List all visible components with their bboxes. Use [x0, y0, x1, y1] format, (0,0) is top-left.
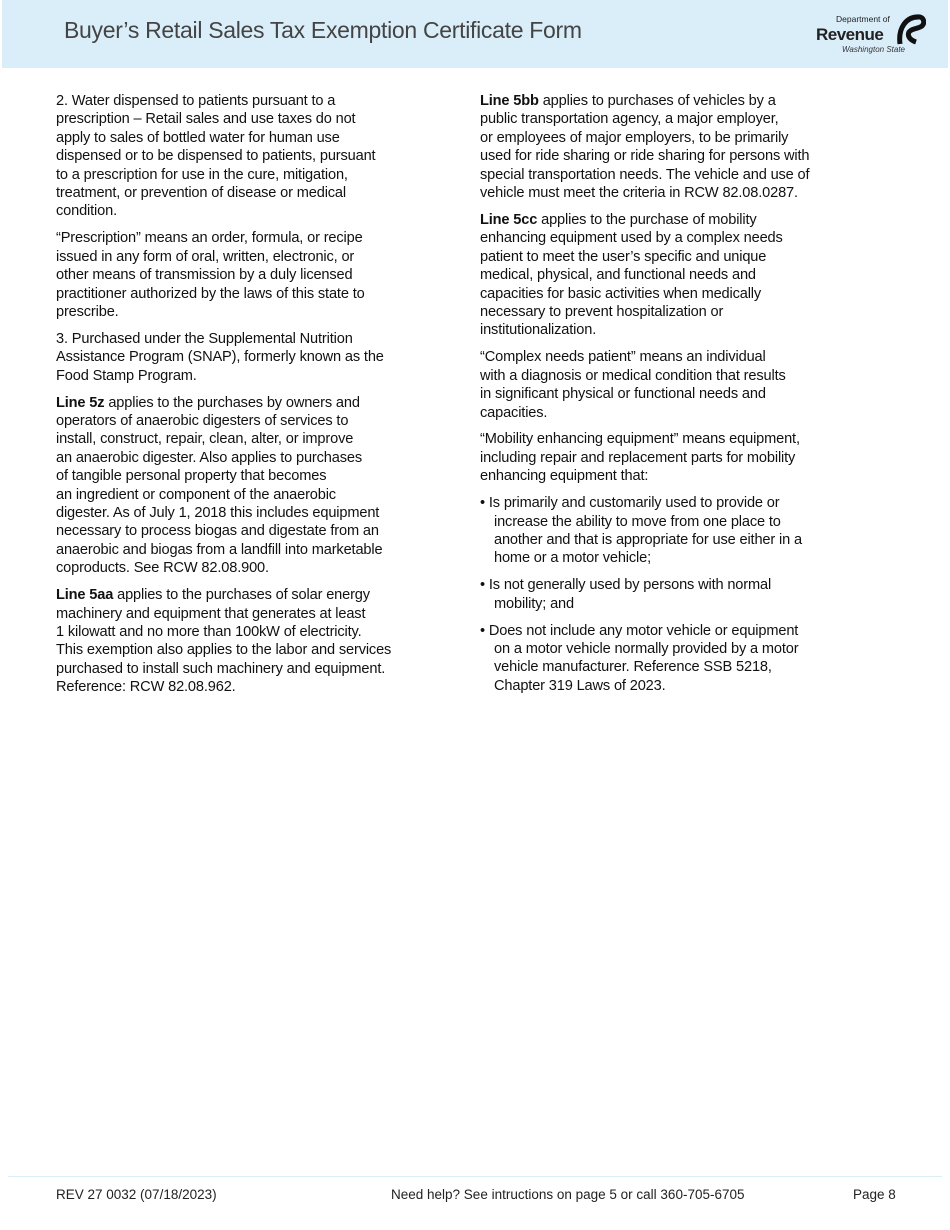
paragraph: 2. Water dispensed to patients pursuant to a prescription – Retail sales and use taxes do not apply to sales of bottled water for human use dispensed or to be dispensed to patients, pursuant to a prescription for use in the cure, mitigation, treatment, or prevention of disease or medical condition.	[56, 93, 376, 220]
form-title: Buyer’s Retail Sales Tax Exemption Certificate Form	[64, 17, 582, 43]
paragraph: “Mobility enhancing equipment” means equipment, including repair and replacement parts for mobility enhancing equipment that:	[480, 431, 800, 485]
logo-mark-icon	[896, 14, 926, 46]
line-label: Line 5cc	[480, 211, 538, 228]
paragraph: “Complex needs patient” means an individual with a diagnosis or medical condition that results in significant physical or functional needs and capacities.	[480, 349, 786, 421]
page-number: Page 8	[853, 1187, 896, 1202]
line-label: Line 5aa	[56, 587, 114, 604]
bullet-item: • Is primarily and customarily used to provide or increase the ability to move from one place to another and that is appropriate for use either in a home or a motor vehicle;	[480, 495, 802, 567]
bullet-item: • Is not generally used by persons with normal mobility; and	[480, 577, 772, 612]
logo-text: Department of	[836, 14, 890, 24]
bullet-item: • Does not include any motor vehicle or equipment on a motor vehicle normally provided by a motor vehicle manufacturer. Reference SSB 5218, Chapter 319 Laws of 2023.	[480, 622, 799, 694]
paragraph: “Prescription” means an order, formula, or recipe issued in any form of oral, written, electronic, or other means of transmission by a duly licensed practitioner authorized by the laws of this state to prescribe.	[56, 230, 365, 320]
paragraph-text: applies to purchases of vehicles by a public transportation agency, a major employer, or employees of major employers, to be primarily used for ride sharing or ride sharing for persons with special transportation needs. The vehicle and use of vehicle must meet the criteria in RCW 82.08.0287.	[480, 93, 810, 202]
right-column	[480, 92, 890, 704]
paragraph-line-5z	[56, 394, 466, 578]
paragraph: 3. Purchased under the Supplemental Nutrition Assistance Program (SNAP), formerly known as the Food Stamp Program.	[56, 330, 384, 384]
footer-divider	[8, 1176, 942, 1177]
paragraph-text: applies to the purchases of solar energy machinery and equipment that generates at least 1 kilowatt and no more than 100kW of electricity. This exemption also applies to the labor and services purchased to install such machinery and equipment. Reference: RCW 82.08.962.	[56, 587, 392, 696]
paragraph-text: applies to the purchases by owners and operators of anaerobic digesters of services to install, construct, repair, clean, alter, or improve an anaerobic digester. Also applies to purchases of tangible personal property that becomes an ingredient or component of the anaerobic digester. As of July 1, 2018 this includes equipment necessary to process biogas and digestate from an anaerobic and biogas from a landfill into marketable coproducts. See RCW 82.08.900.	[56, 394, 383, 577]
paragraph-line-5cc	[480, 211, 890, 340]
page-header	[2, 0, 948, 68]
help-text: Need help? See intructions on page 5 or call 360-705-6705	[391, 1187, 745, 1202]
paragraph-text: applies to the purchase of mobility enhancing equipment used by a complex needs patient to meet the user’s specific and unique medical, physical, and functional needs and capacities for basic activities when medically necessary to prevent hospitalization or institutionalization.	[480, 211, 783, 339]
left-column	[56, 92, 466, 705]
paragraph-line-5aa	[56, 586, 466, 696]
paragraph-line-5bb	[480, 92, 890, 202]
logo-text: Washington State	[842, 45, 906, 54]
dor-logo	[816, 12, 926, 58]
logo-text: Revenue	[816, 25, 884, 44]
line-label: Line 5bb	[480, 93, 539, 109]
line-label: Line 5z	[56, 394, 105, 411]
form-number: REV 27 0032 (07/18/2023)	[56, 1187, 217, 1202]
